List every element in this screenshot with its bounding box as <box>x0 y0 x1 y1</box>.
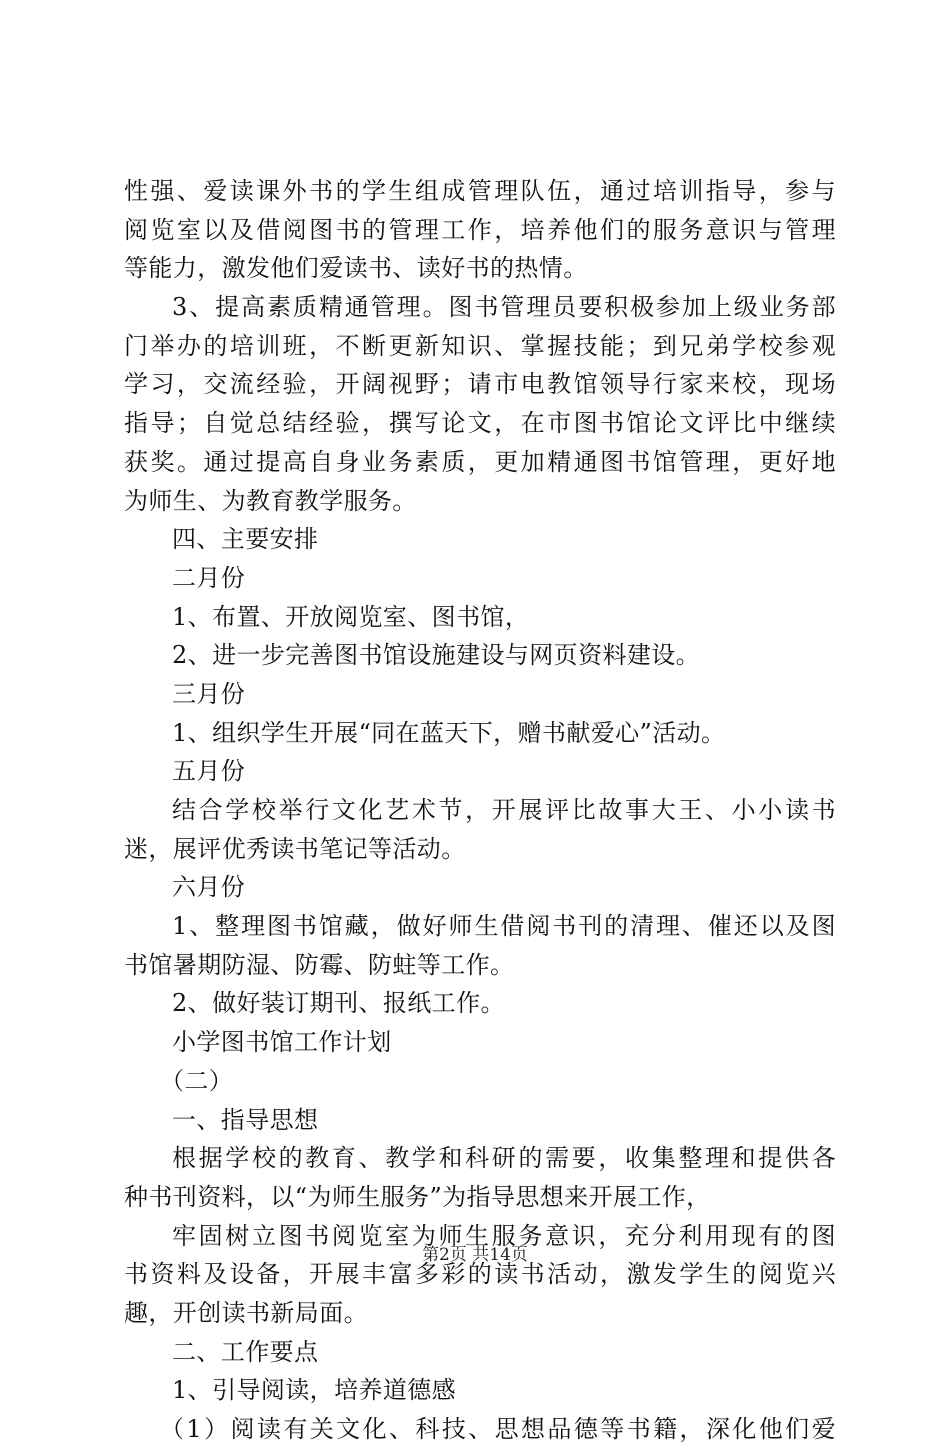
text-line: 指导；自觉总结经验，撰写论文，在市图书馆论文评比中继续 <box>124 409 836 438</box>
text-line: 学习，交流经验，开阔视野；请市电教馆领导行家来校，现场 <box>124 370 836 399</box>
text-line: 种书刊资料，以“为师生服务”为指导思想来开展工作， <box>124 1182 711 1211</box>
text-line: 四、主要安排 <box>172 525 319 554</box>
text-line: 1、引导阅读，培养道德感 <box>172 1376 457 1405</box>
text-line: 为师生、为教育教学服务。 <box>124 486 417 515</box>
text-line: 1、组织学生开展“同在蓝天下，赠书献爱心”活动。 <box>172 718 726 747</box>
text-line: （二） <box>160 1066 234 1095</box>
text-line: 二、工作要点 <box>172 1337 319 1366</box>
text-line: 性强、爱读课外书的学生组成管理队伍，通过培训指导，参与 <box>124 177 836 205</box>
text-line: 迷，展评优秀读书笔记等活动。 <box>124 834 466 863</box>
text-line: 2、做好装订期刊、报纸工作。 <box>172 989 505 1018</box>
page-footer: 第2页 共14页 <box>422 1245 528 1265</box>
text-line: 等能力，激发他们爱读书、读好书的热情。 <box>124 254 588 283</box>
text-line: 根据学校的教育、教学和科研的需要，收集整理和提供各 <box>172 1144 836 1173</box>
text-line: 2、进一步完善图书馆设施建设与网页资料建设。 <box>172 641 701 670</box>
text-line: 书馆暑期防湿、防霉、防蛀等工作。 <box>124 950 515 979</box>
text-line: 三月份 <box>172 679 246 708</box>
text-line: 阅览室以及借阅图书的管理工作，培养他们的服务意识与管理 <box>124 215 836 244</box>
text-line: 书资料及设备，开展丰富多彩的读书活动，激发学生的阅览兴 <box>124 1260 836 1289</box>
text-line: 趣，开创读书新局面。 <box>124 1298 368 1327</box>
text-line: 小学图书馆工作计划 <box>172 1028 392 1057</box>
text-line: 牢固树立图书阅览室为师生服务意识，充分利用现有的图 <box>172 1221 836 1250</box>
text-line: 一、指导思想 <box>172 1105 319 1134</box>
text-line: 六月份 <box>172 873 246 902</box>
text-line: 结合学校举行文化艺术节，开展评比故事大王、小小读书 <box>172 796 836 824</box>
text-line: 门举办的培训班，不断更新知识、掌握技能；到兄弟学校参观 <box>124 331 836 360</box>
text-line: 3、提高素质精通管理。图书管理员要积极参加上级业务部 <box>172 293 836 322</box>
text-line: 1、整理图书馆藏，做好师生借阅书刊的清理、催还以及图 <box>172 912 836 941</box>
text-line: （1）阅读有关文化、科技、思想品德等书籍，深化他们爱 <box>160 1415 836 1443</box>
text-line: 1、布置、开放阅览室、图书馆， <box>172 602 530 631</box>
text-line: 二月份 <box>172 563 246 592</box>
text-line: 五月份 <box>172 757 246 786</box>
text-line: 获奖。通过提高自身业务素质，更加精通图书馆管理，更好地 <box>124 447 836 476</box>
